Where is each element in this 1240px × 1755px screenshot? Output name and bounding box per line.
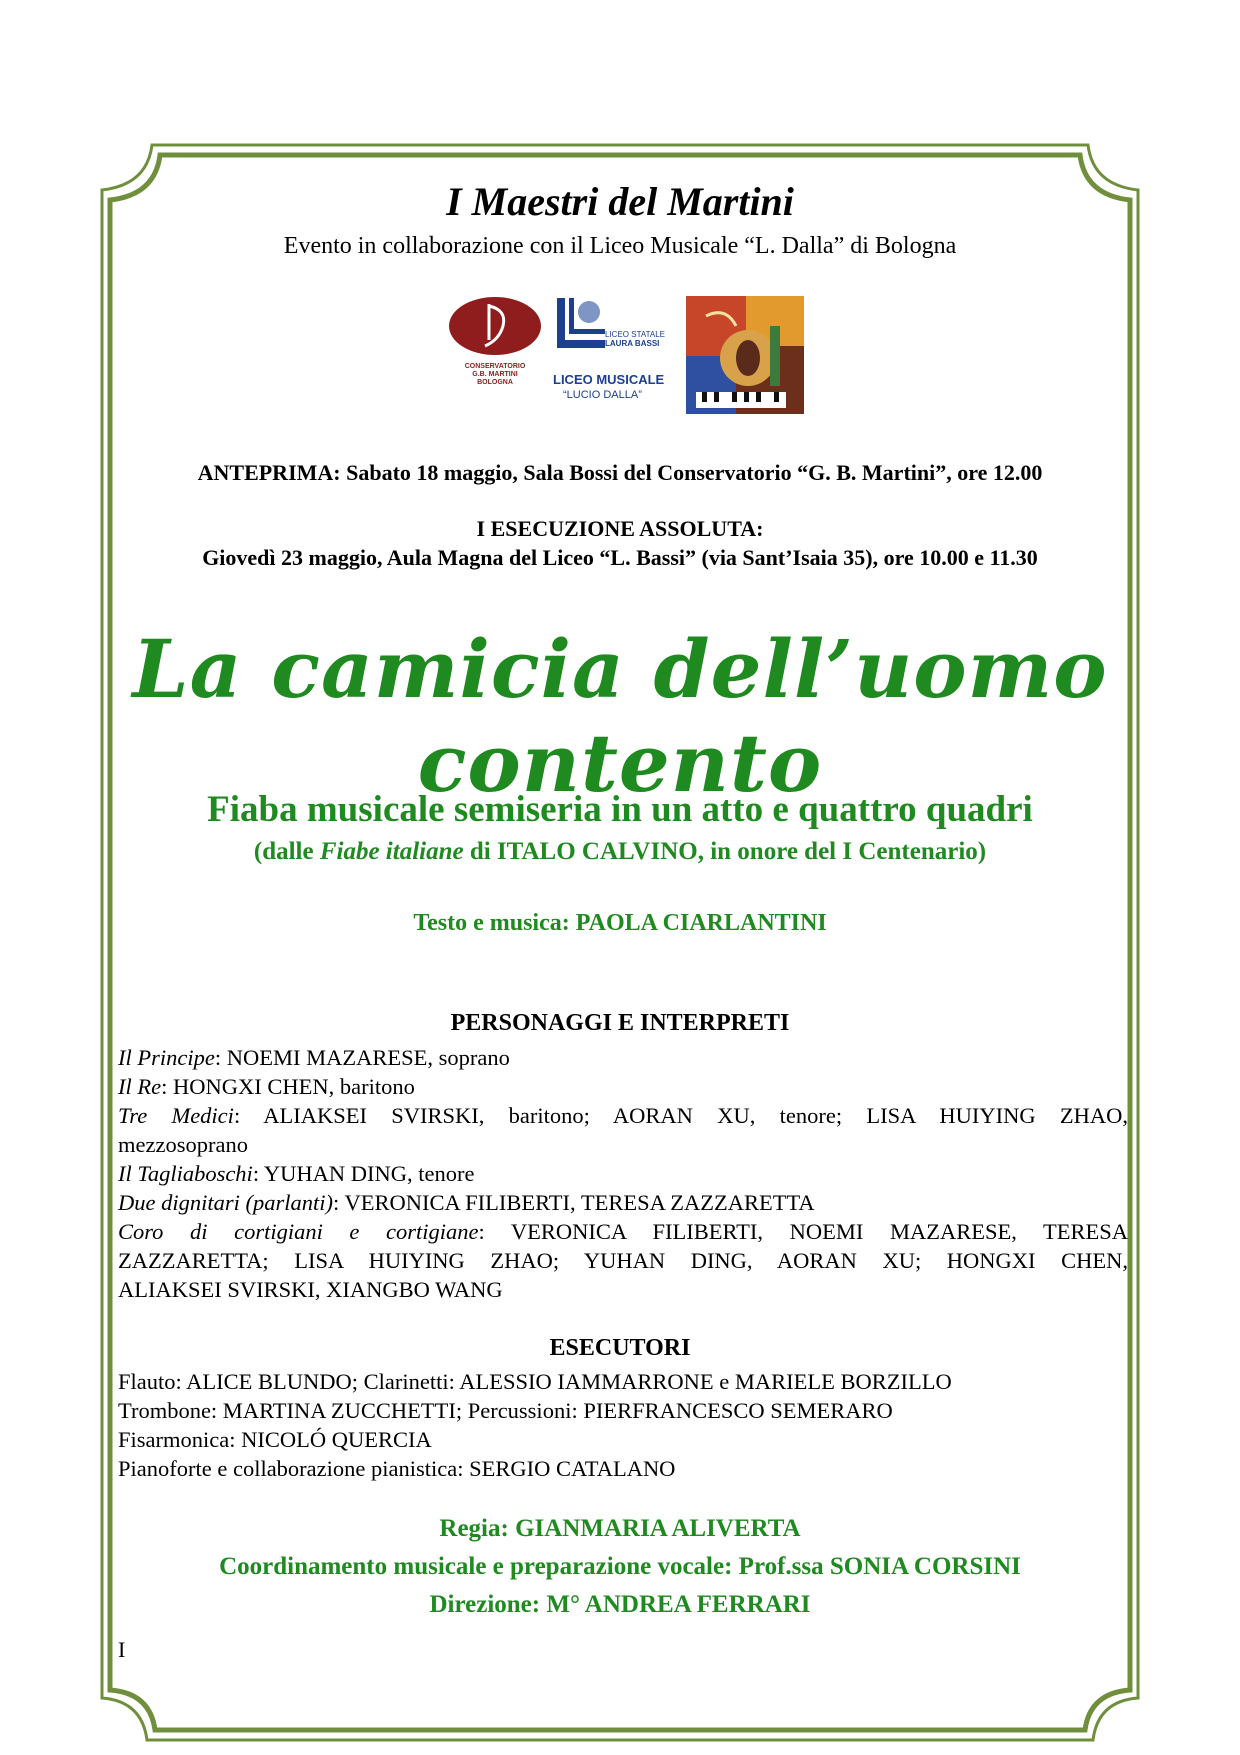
- cast-role: Il Tagliaboschi: [118, 1161, 253, 1186]
- liceo-lucio-dalla-text: “LUCIO DALLA”: [563, 389, 642, 401]
- conservatorio-logo-text: G.B. MARTINI: [472, 371, 518, 378]
- regia-credit: Regia: GIANMARIA ALIVERTA: [439, 1515, 801, 1542]
- cast-line: [118, 1275, 1128, 1304]
- cast-role: Il Re: [118, 1074, 162, 1099]
- performer-line: Flauto: ALICE BLUNDO; Clarinetti: ALESSIO IAMMARRONE e MARIELE BORZILLO: [118, 1369, 952, 1394]
- coordinamento-credit: Coordinamento musicale e preparazione vocale: Prof.ssa SONIA CORSINI: [219, 1553, 1021, 1580]
- cast-role: Il Principe: [118, 1045, 215, 1070]
- calvino-attribution: [0, 838, 1240, 866]
- esecuzione-title: I ESECUZIONE ASSOLUTA:: [476, 516, 764, 541]
- series-title: I Maestri del Martini: [446, 179, 794, 224]
- author-credit: Testo e musica: PAOLA CIARLANTINI: [413, 910, 827, 936]
- cast-line: [118, 1217, 1128, 1246]
- cast-text: : YUHAN DING, tenore: [252, 1161, 475, 1186]
- performer-line: Pianoforte e collaborazione pianistica: SERGIO CATALANO: [118, 1456, 676, 1481]
- esecuzione-detail: Giovedì 23 maggio, Aula Magna del Liceo “L. Bassi” (via Sant’Isaia 35), ore 10.00 e 11.30: [202, 545, 1038, 570]
- liceo-logo-text: LICEO STATALE: [605, 330, 666, 339]
- cast-text: : ALIAKSEI SVIRSKI, baritono; AORAN XU, tenore; LISA HUIYING ZHAO,: [233, 1103, 1128, 1128]
- conservatorio-logo-text: CONSERVATORIO: [464, 363, 526, 370]
- liceo-emblem-icon: [555, 296, 607, 354]
- calvino-rest: di ITALO CALVINO, in onore del I Centenario): [463, 838, 987, 865]
- cast-role: Tre Medici: [118, 1103, 234, 1128]
- performer-line: Fisarmonica: NICOLÓ QUERCIA: [118, 1427, 432, 1452]
- cast-text: : HONGXI CHEN, baritono: [161, 1074, 415, 1099]
- cast-role: Due dignitari (parlanti): [118, 1190, 333, 1215]
- liceo-musicale-logo: [553, 296, 671, 414]
- cast-text: : NOEMI MAZARESE, soprano: [214, 1045, 510, 1070]
- liceo-musicale-text: LICEO MUSICALE: [553, 372, 665, 387]
- cast-line: [118, 1246, 1128, 1275]
- cast-line: [118, 1101, 1128, 1130]
- cast-heading: PERSONAGGI E INTERPRETI: [450, 1010, 790, 1036]
- cast-line: [118, 1188, 1128, 1217]
- cast-text: : VERONICA FILIBERTI, NOEMI MAZARESE, TERESA: [478, 1219, 1129, 1244]
- cast-text: mezzosoprano: [118, 1132, 248, 1157]
- cast-line: [118, 1130, 1128, 1159]
- opera-subtitle: Fiaba musicale semiseria in un atto e quattro quadri: [207, 789, 1033, 830]
- anteprima-line: ANTEPRIMA: Sabato 18 maggio, Sala Bossi del Conservatorio “G. B. Martini”, ore 12.00: [197, 460, 1043, 485]
- cast-line: [118, 1072, 1128, 1101]
- direzione-credit: Direzione: M° ANDREA FERRARI: [429, 1591, 811, 1618]
- conservatorio-logo: [445, 296, 545, 388]
- collaboration-subtitle: Evento in collaborazione con il Liceo Musicale “L. Dalla” di Bologna: [283, 233, 957, 259]
- conservatorio-logo-text: BOLOGNA: [477, 379, 513, 386]
- liceo-logo-text: LAURA BASSI: [605, 339, 660, 348]
- performers-heading: ESECUTORI: [549, 1335, 691, 1361]
- cast-text: ZAZZARETTA; LISA HUIYING ZHAO; YUHAN DING, AORAN XU; HONGXI CHEN,: [118, 1248, 1128, 1273]
- conservatorio-emblem-icon: [445, 296, 545, 358]
- main-title: La camicia dell’uomo contento: [132, 622, 1108, 810]
- cast-text: ALIAKSEI SVIRSKI, XIANGBO WANG: [118, 1277, 503, 1302]
- calvino-fiabe-italiane: Fiabe italiane: [319, 838, 464, 865]
- abstract-music-painting-icon: [686, 296, 804, 414]
- cast-role: Coro di cortigiani e cortigiane: [118, 1219, 479, 1244]
- cast-text: : VERONICA FILIBERTI, TERESA ZAZZARETTA: [333, 1190, 815, 1215]
- cast-line: [118, 1159, 1128, 1188]
- calvino-open: (dalle: [253, 838, 320, 865]
- performer-line: Trombone: MARTINA ZUCCHETTI; Percussioni: PIERFRANCESCO SEMERARO: [118, 1398, 893, 1423]
- cast-line: [118, 1043, 1128, 1072]
- footer-mark: I: [118, 1637, 126, 1662]
